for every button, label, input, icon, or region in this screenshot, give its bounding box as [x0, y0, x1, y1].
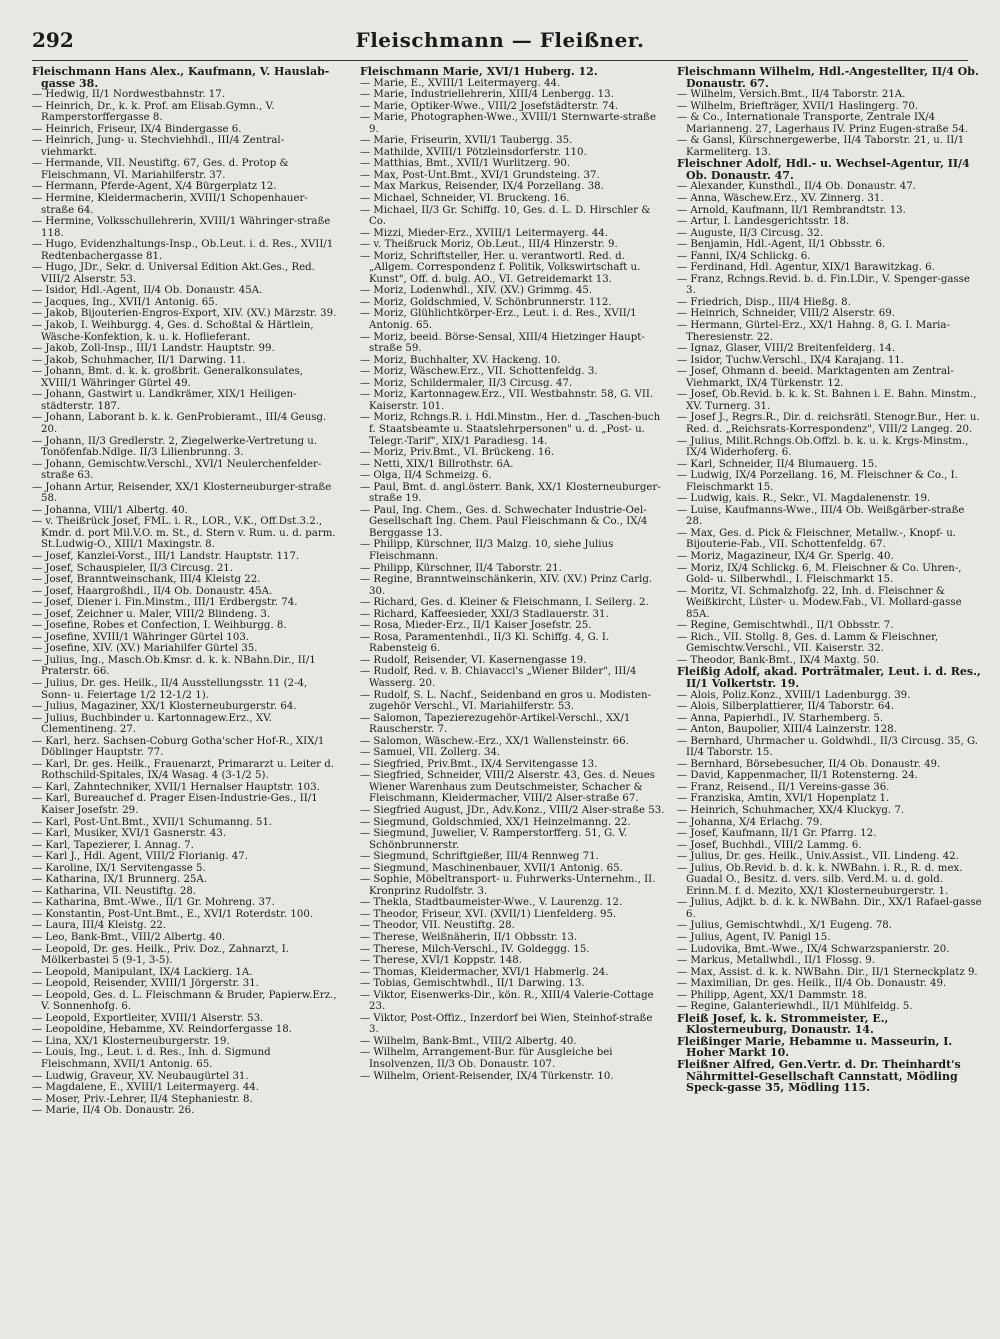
directory-entry: — Julius, Gemischtwhdl., X/1 Eugeng. 78.	[677, 920, 893, 932]
directory-entry: — Marie, Photographen-Wwe., XVIII/1 Sternwarte-straße 9.	[360, 112, 656, 135]
directory-entry: — Ignaz, Glaser, VIII/2 Breitenfelderg. 14.	[677, 343, 895, 355]
directory-entry: — Karoline, IX/1 Servitengasse 5.	[32, 862, 206, 874]
directory-entry: — Josef, Buchhdl., VIII/2 Lammg. 6.	[677, 839, 862, 851]
directory-entry: — Max Markus, Reisender, IX/4 Porzellang. 38.	[360, 181, 604, 193]
directory-entry: — Heinrich, Friseur, IX/4 Bindergasse 6.	[32, 123, 242, 135]
directory-entry: — Jakob, Bijouterien-Engros-Export, XIV. (XV.) Märzstr. 39.	[32, 308, 337, 320]
directory-entry: — Marie, Industriellehrerin, XIII/4 Lenbergg. 13.	[360, 89, 614, 101]
directory-entry: — Richard, Ges. d. Kleiner & Fleischmann, I. Seilerg. 2.	[360, 597, 649, 609]
directory-entry: — Anna, Wäschew.Erz., XV. Zinnerg. 31.	[677, 193, 884, 205]
directory-entry: — Karl, Dr. ges. Heilk., Frauenarzt, Primararzt u. Leiter d. Rothschild-Spitales, IX/4 Wasag. 4 (3-1/2 5).	[32, 758, 335, 782]
directory-entry: — Mathilde, XVIII/1 Pötzleinsdorferstr. 110.	[360, 146, 587, 158]
header-rule	[32, 60, 968, 61]
directory-entry: — Ludovika, Bmt.-Wwe., IX/4 Schwarzspanierstr. 20.	[677, 943, 950, 955]
directory-entry: — Moriz, IX/4 Schlickg. 6, M. Fleischner & Co. Uhren-, Gold- u. Silberwhdl., I. Fleischmarkt 15.	[677, 562, 962, 586]
directory-entry: — Ludwig, kais. R., Sekr., VI. Magdalenenstr. 19.	[677, 493, 931, 505]
directory-entry: — Julius, Ob.Revid. b. d. k. k. NWBahn. i. R., R. d. mex. Guadal O., Besitz. d. vers. silb. Verd.M. u. d. gold. Erinn.M. f. d. Mezito, XX/1 Klosterneuburgerstr. 1.	[677, 862, 963, 897]
directory-entry: — Philipp, Agent, XX/1 Dammstr. 18.	[677, 989, 868, 1001]
directory-entry: — Julius, Magaziner, XX/1 Klosterneuburgerstr. 64.	[32, 701, 297, 713]
directory-entry: — Leopold, Manipulant, IX/4 Lackierg. 1A.	[32, 966, 253, 978]
directory-entry: — Johann, II/3 Gredlerstr. 2, Ziegelwerke-Vertretung u. Tonöfenfab.Ndlge. II/3 Lilienbrunng. 3.	[32, 435, 318, 459]
directory-entry: — Anna, Papierhdl., IV. Starhemberg. 5.	[677, 712, 884, 724]
directory-entry: — Siegmund, Goldschmied, XX/1 Heinzelmanng. 22.	[360, 816, 631, 828]
directory-entry: — Matthias, Bmt., XVII/1 Wurlitzerg. 90.	[360, 158, 571, 170]
directory-entry: — Johann, Laborant b. k. k. GenProbieramt., III/4 Geusg. 20.	[32, 412, 327, 435]
directory-entry: — Laura, III/4 Kleistg. 22.	[32, 920, 167, 932]
directory-entry: — Franziska, Amtin, XVI/1 Hopenplatz 1.	[677, 793, 890, 805]
directory-entry: — Siegfried, Schneider, VIII/2 Alserstr. 43, Ges. d. Neues Wiener Warenhaus zum Deutschmeister, Schacher & Fleischmann, Kleidermacher, VIII/2 Alser-straße 67.	[360, 770, 655, 805]
directory-entry: — Jacques, Ing., XVII/1 Antonig. 65.	[32, 296, 218, 308]
directory-entry: — Bernhard, Uhrmacher u. Goldwhdl., II/3 Circusg. 35, G. II/4 Taborstr. 15.	[677, 735, 978, 759]
directory-entry: — Konstantin, Post-Unt.Bmt., E., XVI/1 Roterdstr. 100.	[32, 908, 314, 920]
directory-entry: Fleischmann Hans Alex., Kaufmann, V. Hauslab-gasse 38.	[32, 66, 330, 90]
directory-entry: — Hermine, Kleidermacherin, XVIII/1 Schopenhauer-straße 64.	[32, 193, 308, 216]
directory-entry: — Regine, Galanteriewhdl., II/1 Mühlfeldg. 5.	[677, 1001, 913, 1013]
directory-entry: — Franz, Reisend., II/1 Vereins-gasse 36.	[677, 781, 890, 793]
directory-entry: — Hedwig, II/1 Nordwestbahnstr. 17.	[32, 89, 226, 101]
directory-entry: — Katharina, IX/1 Brunnerg. 25A.	[32, 874, 208, 886]
directory-entry: — Rudolf, Red. v. B. Chiavacci's „Wiener Bilder", III/4 Wasserg. 20.	[360, 666, 637, 689]
directory-entry: — Moser, Priv.-Lehrer, II/4 Stephaniestr. 8.	[32, 1093, 253, 1105]
directory-entry: — Moriz, Schriftsteller, Her. u. verantwortl. Red. d. „Allgem. Correspondenz f. Politik, Volkswirtschaft u. Kunst", Off. d. bulg. AO., VI. Getreidemarkt 13.	[360, 250, 641, 285]
directory-entry: — Paul, Ing. Chem., Ges. d. Schwechater Industrie-Oel-Gesellschaft Ing. Chem. Paul Fleischmann & Co., IX/4 Berggasse 13.	[360, 504, 648, 539]
directory-entry: — Hugo, JDr., Sekr. d. Universal Edition Akt.Ges., Red. VIII/2 Alserstr. 53.	[32, 262, 315, 285]
directory-entry: — Viktor, Post-Offiz., Inzerdorf bei Wien, Steinhof-straße 3.	[360, 1012, 653, 1036]
directory-entry: — Leopold, Ges. d. L. Fleischmann & Bruder, Papierw.Erz., V. Sonnenhofg. 6.	[32, 989, 337, 1013]
directory-entry: — Karl, herz. Sachsen-Coburg Gotha'scher Hof-R., XIX/1 Döblinger Hauptstr. 77.	[32, 735, 325, 759]
directory-entry: — Hermine, Volksschullehrerin, XVIII/1 Währinger-straße 118.	[32, 216, 331, 239]
directory-entry: — Moriz, Buchhalter, XV. Hackeng. 10.	[360, 354, 561, 366]
directory-entry: Fleißig Adolf, akad. Porträtmaler, Leut. i. d. Res., II/1 Volkertstr. 19.	[677, 665, 981, 690]
directory-entry: — Johann, Gastwirt u. Landkrämer, XIX/1 Heiligen-städterstr. 187.	[32, 389, 297, 412]
directory-entry: — & Co., Internationale Transporte, Zentrale IX/4 Marianneng. 27, Lagerhaus IV. Prinz Eugen-straße 54.	[677, 112, 969, 135]
directory-entry: — Julius, Agent, IV. Panigl 15.	[677, 932, 831, 944]
directory-entry: — Richard, Kaffeesieder, XXI/3 Stadlauerstr. 31.	[360, 608, 609, 620]
directory-entry: — Alois, Silberplattierer, II/4 Taborstr. 64.	[677, 701, 895, 713]
directory-entry: — Karl, Schneider, II/4 Blumauerg. 15.	[677, 458, 878, 470]
directory-entry: Fleischner Adolf, Hdl.- u. Wechsel-Agentur, II/4 Ob. Donaustr. 47.	[677, 157, 970, 182]
directory-entry: — Siegmund, Juwelier, V. Ramperstorfferg. 51, G. V. Schönbrunnerstr.	[360, 828, 628, 851]
directory-entry: — Isidor, Tuchw.Verschl., IX/4 Karajang. 11.	[677, 354, 905, 366]
directory-entry: — Hermann, Pferde-Agent, X/4 Bürgerplatz 12.	[32, 181, 277, 193]
directory-entry: — Josef, Ohmann d. beeid. Marktagenten am Zentral-Viehmarkt, IX/4 Türkenstr. 12.	[677, 366, 954, 389]
directory-entry: — Auguste, II/3 Circusg. 32.	[677, 227, 824, 239]
directory-entry: — Leopold, Reisender, XVIII/1 Jörgerstr. 31.	[32, 978, 259, 990]
directory-entry: — Regine, Branntweinschänkerin, XIV. (XV.) Prinz Carlg. 30.	[360, 574, 653, 597]
directory-entry: — Therese, XVI/1 Koppstr. 148.	[360, 955, 522, 967]
directory-entry: — Salomon, Tapezierezugehör-Artikel-Verschl., XX/1 Rauscherstr. 7.	[360, 712, 631, 736]
directory-entry: — Wilhelm, Arrangement-Bur. für Ausgleiche bei Insolvenzen, II/3 Ob. Donaustr. 107.	[360, 1047, 613, 1071]
directory-entry: — Philipp, Kürschner, II/3 Malzg. 10, siehe Julius Fleischmann.	[360, 539, 614, 562]
directory-entry: — Jakob, Schuhmacher, II/1 Darwing. 11.	[32, 354, 246, 366]
directory-entry: — Rich., VII. Stollg. 8, Ges. d. Lamm & Fleischner, Gemischtw.Verschl., VII. Kaiserstr. 32.	[677, 631, 939, 655]
directory-entry: — Wilhelm, Briefträger, XVII/1 Haslingerg. 70.	[677, 100, 919, 112]
directory-entry: — Markus, Metallwhdl., II/1 Flossg. 9.	[677, 955, 875, 967]
directory-entry: — Samuel, VII. Zollerg. 34.	[360, 747, 501, 759]
directory-entry: — Maximilian, Dr. ges. Heilk., II/4 Ob. Donaustr. 49.	[677, 978, 947, 990]
directory-entry: — Wilhelm, Orient-Reisender, IX/4 Türkenstr. 10.	[360, 1070, 614, 1082]
directory-entry: — Moriz, Rchngs.R. i. Hdl.Minstm., Her. d. „Taschen-buch f. Staatsbeamte u. Staatslehrpersonen" u. d. „Post- u. Telegr.-Tarif", XIX/1 Paradiesg. 14.	[360, 412, 661, 447]
directory-entry: — Josefine, XIV. (XV.) Mariahilfer Gürtel 35.	[32, 643, 258, 655]
directory-entry: — Julius, Adjkt. b. d. k. k. NWBahn. Dir., XX/1 Rafael-gasse 6.	[677, 897, 982, 920]
directory-entry: — Rudolf, S. L. Nachf., Seidenband en gros u. Modisten-zugehör Verschl., VI. Mariahilferstr. 53.	[360, 689, 652, 713]
directory-entry: — Max, Assist. d. k. k. NWBahn. Dir., II/1 Sterneckplatz 9.	[677, 966, 978, 978]
page-number: 292	[32, 28, 74, 52]
directory-entry: Fleischmann Wilhelm, Hdl.-Angestellter, II/4 Ob. Donaustr. 67.	[677, 66, 979, 90]
directory-entry: — Philipp, Kürschner, II/4 Taborstr. 21.	[360, 562, 562, 574]
directory-entry: — Thomas, Kleidermacher, XVI/1 Habmerlg. 24.	[360, 966, 609, 978]
directory-entry: — Josef, Diener i. Fin.Minstm., III/1 Erdbergstr. 74.	[32, 597, 298, 609]
directory-entry: — Leopold, Exportleiter, XVIII/1 Alserstr. 53.	[32, 1012, 264, 1024]
directory-entry: — Moriz, Magazineur, IX/4 Gr. Sperlg. 40.	[677, 550, 894, 562]
directory-entry: — v. Theißruck Moriz, Ob.Leut., III/4 Hinzerstr. 9.	[360, 239, 618, 251]
directory-entry: — Hugo, Evidenzhaltungs-Insp., Ob.Leut. i. d. Res., XVII/1 Redtenbachergasse 81.	[32, 239, 334, 262]
directory-columns	[32, 66, 982, 1306]
directory-entry: — Luise, Kaufmanns-Wwe., III/4 Ob. Weißgärber-straße 28.	[677, 504, 965, 528]
directory-entry: — Karl J., Hdl. Agent, VIII/2 Florianig. 47.	[32, 851, 248, 863]
directory-entry: — Josef, Zeichner u. Maler, VIII/2 Blindeng. 3.	[32, 608, 271, 620]
directory-entry: — Hermann, Gürtel-Erz., XX/1 Hahng. 8, G. I. Maria-Theresienstr. 22.	[677, 320, 950, 343]
directory-entry: — Julius, Dr. ges. Heilk., Univ.Assist., VII. Lindeng. 42.	[677, 851, 959, 863]
directory-entry: — Moriz, Goldschmied, V. Schönbrunnerstr. 112.	[360, 296, 612, 308]
running-title: Fleischmann — Fleißner.	[355, 28, 645, 52]
directory-entry: — Johann Artur, Reisender, XX/1 Klosterneuburger-straße 58.	[32, 481, 332, 505]
directory-entry: — Johann, Bmt. d. k. k. großbrit. Generalkonsulates, XVIII/1 Währinger Gürtel 49.	[32, 366, 303, 389]
directory-entry: — Rosa, Mieder-Erz., II/1 Kaiser Josefstr. 25.	[360, 620, 592, 632]
page-header	[32, 28, 968, 58]
directory-entry: — Johanna, X/4 Erlachg. 79.	[677, 816, 823, 828]
directory-entry: — Max, Ges. d. Pick & Fleischner, Metallw.-, Knopf- u. Bijouterie-Fab., VII. Schottenfeldg. 67.	[677, 527, 957, 551]
directory-entry: — Josef, Schauspieler, II/3 Circusg. 21.	[32, 562, 234, 574]
directory-entry: — Alexander, Kunsthdl., II/4 Ob. Donaustr. 47.	[677, 181, 916, 193]
directory-entry: — Siegmund, Maschinenbauer, XVII/1 Antonig. 65.	[360, 862, 623, 874]
directory-entry: — Theodor, VII. Neustiftg. 28.	[360, 920, 515, 932]
directory-entry: — Friedrich, Disp., III/4 Hießg. 8.	[677, 296, 851, 308]
directory-entry: — Ludwig, Graveur, XV. Neubaugürtel 31.	[32, 1070, 249, 1082]
directory-entry: — Paul, Bmt. d. angl.österr. Bank, XX/1 Klosterneuburger-straße 19.	[360, 481, 661, 505]
directory-entry: — Moriz, Kartonnagew.Erz., VII. Westbahnstr. 58, G. VII. Kaiserstr. 101.	[360, 389, 654, 412]
column-1	[32, 66, 337, 1306]
directory-entry: — Julius, Milit.Rchngs.Ob.Offzl. b. k. u. k. Krgs-Minstm., IX/4 Widerhoferg. 6.	[677, 435, 969, 459]
directory-entry: — Jakob, I. Weihburgg. 4, Ges. d. Schoßtal & Härtlein, Wäsche-Konfektion, k. u. k. Hoflieferant.	[32, 320, 314, 343]
directory-entry: — Karl, Musiker, XVI/1 Gasnerstr. 43.	[32, 828, 227, 840]
directory-entry: — Marie, E., XVIII/1 Leitermayerg. 44.	[360, 77, 561, 89]
directory-entry: — Wilhelm, Bank-Bmt., VIII/2 Albertg. 40.	[360, 1035, 577, 1047]
directory-entry: — Siegmund, Schriftgießer, III/4 Rennweg 71.	[360, 851, 599, 863]
directory-entry: — Johanna, VIII/1 Albertg. 40.	[32, 504, 188, 516]
directory-entry: — Michael, II/3 Gr. Schiffg. 10, Ges. d. L. D. Hirschler & Co.	[360, 204, 651, 228]
directory-entry: — Tobias, Gemischtwhdl., II/1 Darwing. 13.	[360, 978, 585, 990]
directory-entry: — Mizzi, Mieder-Erz., XVIII/1 Leitermayerg. 44.	[360, 227, 609, 239]
directory-entry: — Siegfried August, JDr., Adv.Konz., VIII/2 Alser-straße 53.	[360, 805, 665, 816]
directory-entry: — Moriz, Lodenwhdl., XIV. (XV.) Grimmg. 45.	[360, 285, 593, 297]
column-2	[360, 66, 665, 1306]
directory-entry: — Rosa, Paramentenhdl., II/3 Kl. Schiffg. 4, G. I. Rabensteig 6.	[360, 631, 610, 655]
directory-entry: — Theodor, Friseur, XVI. (XVII/1) Lienfelderg. 95.	[360, 908, 617, 920]
directory-entry: — Wilhelm, Versich.Bmt., II/4 Taborstr. 21A.	[677, 89, 906, 101]
directory-entry: — Katharina, Bmt.-Wwe., II/1 Gr. Mohreng. 37.	[32, 897, 275, 909]
directory-entry: — Magdalene, E., XVIII/1 Leitermayerg. 44.	[32, 1082, 260, 1094]
directory-entry: — Heinrich, Schneider, VIII/2 Alserstr. 69.	[677, 308, 895, 320]
directory-entry: — Marie, Optiker-Wwe., VIII/2 Josefstädterstr. 74.	[360, 100, 619, 112]
column-3	[677, 66, 982, 1306]
directory-entry: — Marie, Friseurin, XVII/1 Taubergg. 35.	[360, 135, 573, 147]
directory-entry: — Moriz, Wäschew.Erz., VII. Schottenfeldg. 3.	[360, 366, 598, 378]
directory-entry: — v. Theißrück Josef, FML. i. R., LOR., V.K., Off.Dst.3.2., Kmdr. d. port Mil.V.O. m. St., d. Stern v. Rum. u. d. parm. St.Ludwig-O., XIII/1 Maxingstr. 8.	[32, 516, 336, 551]
directory-entry: — Thekla, Stadtbaumeister-Wwe., V. Laurenzg. 12.	[360, 897, 623, 909]
directory-entry: — Rudolf, Reisender, VI. Kasernengasse 19.	[360, 654, 587, 666]
directory-entry: — Karl, Zahntechniker, XVII/1 Hernalser Hauptstr. 103.	[32, 781, 320, 793]
directory-entry: Fleischmann Marie, XVI/1 Huberg. 12.	[360, 66, 598, 78]
directory-entry: — Marie, II/4 Ob. Donaustr. 26.	[32, 1105, 195, 1117]
directory-entry: Fleiß Josef, k. k. Strommeister, E., Klosterneuburg, Donaustr. 14.	[677, 1011, 889, 1037]
directory-entry: — Julius, Buchbinder u. Kartonnagew.Erz., XV. Clementineng. 27.	[32, 712, 272, 736]
directory-entry: — Johann, Gemischtw.Verschl., XVI/1 Neulerchenfelder-straße 63.	[32, 458, 322, 482]
directory-entry: — Isidor, Hdl.-Agent, II/4 Ob. Donaustr. 45A.	[32, 285, 263, 297]
directory-entry: — Jakob, Zoll-Insp., III/1 Landstr. Hauptstr. 99.	[32, 343, 275, 355]
directory-entry: — Regine, Gemischtwhdl., II/1 Obbsstr. 7.	[677, 620, 894, 632]
directory-entry: — Heinrich, Schuhmacher, XX/4 Kluckyg. 7.	[677, 805, 905, 816]
directory-entry: — Theodor, Bank-Bmt., IX/4 Maxtg. 50.	[677, 654, 880, 666]
directory-entry: — Julius, Dr. ges. Heilk., II/4 Ausstellungsstr. 11 (2-4, Sonn- u. Feiertage 1/2 12-1/2 1).	[32, 677, 308, 701]
directory-entry: — Michael, Schneider, VI. Bruckeng. 16.	[360, 193, 570, 205]
directory-entry: — Netti, XIX/1 Billrothstr. 6A.	[360, 458, 514, 470]
directory-entry: — & Gansl, Kürschnergewerbe, II/4 Taborstr. 21, u. II/1 Karmeliterg. 13.	[677, 135, 965, 158]
directory-entry: — Moriz, beeid. Börse-Sensal, XIII/4 Hietzinger Haupt-straße 59.	[360, 331, 645, 355]
directory-entry: — Leopold, Dr. ges. Heilk., Priv. Doz., Zahnarzt, I. Mölkerbastei 5 (9-1, 3-5).	[32, 943, 290, 967]
directory-entry: — Heinrich, Dr., k. k. Prof. am Elisab.Gymn., V. Ramperstorffergasse 8.	[32, 100, 275, 124]
directory-entry: — Bernhard, Börsebesucher, II/4 Ob. Donaustr. 49.	[677, 758, 941, 770]
directory-entry: — Arnold, Kaufmann, II/1 Rembrandtstr. 13.	[677, 204, 906, 216]
directory-entry: — Olga, II/4 Schmeizg. 6.	[360, 470, 492, 482]
directory-entry: — Leopoldine, Hebamme, XV. Reindorfergasse 18.	[32, 1024, 292, 1036]
directory-entry: — Josef J., Regrs.R., Dir. d. reichsrätl. Stenogr.Bur., Her. u. Red. d. „Reichsrats-Korrespondenz", VIII/2 Langeg. 20.	[677, 412, 980, 435]
directory-entry: — Karl, Bureauchef d. Prager Eisen-Industrie-Ges., II/1 Kaiser Josefstr. 29.	[32, 793, 318, 816]
directory-entry: — Josefine, Robes et Confection, I. Weihburgg. 8.	[32, 620, 287, 632]
directory-entry: — Moriz, Glühlichtkörper-Erz., Leut. i. d. Res., XVII/1 Antonig. 65.	[360, 308, 637, 332]
directory-entry: — Julius, Ing., Masch.Ob.Kmsr. d. k. k. NBahn.Dir., II/1 Praterstr. 66.	[32, 654, 316, 678]
directory-entry: — Sophie, Möbeltransport- u. Fuhrwerks-Unternehm., II. Kronprinz Rudolfstr. 3.	[360, 874, 656, 897]
directory-entry: — Josef, Kanzlei-Vorst., III/1 Landstr. Hauptstr. 117.	[32, 550, 300, 562]
directory-entry: — Anton, Baupolier, XIII/4 Lainzerstr. 128.	[677, 724, 897, 736]
directory-entry: — Benjamin, Hdl.-Agent, II/1 Obbsstr. 6.	[677, 239, 886, 251]
directory-entry: — Josef, Haargroßhdl., II/4 Ob. Donaustr. 45A.	[32, 585, 273, 597]
directory-entry: — Karl, Post-Unt.Bmt., XVII/1 Schumanng. 51.	[32, 816, 273, 828]
directory-entry: — Louis, Ing., Leut. i. d. Res., Inh. d. Sigmund Fleischmann, XVII/1 Antonig. 65.	[32, 1047, 271, 1071]
directory-entry: — Fanni, IX/4 Schlickg. 6.	[677, 250, 811, 262]
directory-entry: — Therese, Weißnäherin, II/1 Obbsstr. 13.	[360, 932, 578, 944]
directory-entry: — Ferdinand, Hdl. Agentur, XIX/1 Barawitzkag. 6.	[677, 262, 935, 274]
directory-entry: — Lina, XX/1 Klosterneuburgerstr. 19.	[32, 1035, 230, 1047]
directory-entry: — Moriz, Schildermaler, II/3 Circusg. 47.	[360, 377, 573, 389]
directory-entry: — Josef, Kaufmann, II/1 Gr. Pfarrg. 12.	[677, 828, 877, 840]
directory-entry: — Leo, Bank-Bmt., VIII/2 Albertg. 40.	[32, 932, 226, 944]
directory-entry: — Josef, Branntweinschank, III/4 Kleistg 22.	[32, 574, 261, 586]
directory-entry: — Alois, Poliz.Konz., XVIII/1 Ladenburgg. 39.	[677, 689, 911, 701]
directory-entry: — Hermande, VII. Neustiftg. 67, Ges. d. Protop & Fleischmann, VI. Mariahilferstr. 37.	[32, 158, 289, 181]
directory-entry: — Salomon, Wäschew.-Erz., XX/1 Wallensteinstr. 66.	[360, 735, 629, 747]
directory-entry: — Franz, Rchngs.Revid. b. d. Fin.LDir., V. Spenger-gasse 3.	[677, 273, 970, 297]
directory-entry: — Katharina, VII. Neustiftg. 28.	[32, 885, 197, 897]
directory-entry: — Max, Post-Unt.Bmt., XVI/1 Grundsteing. 37.	[360, 169, 600, 181]
directory-entry: — Viktor, Eisenwerks-Dir., kön. R., XIII/4 Valerie-Cottage 23.	[360, 989, 654, 1013]
directory-entry: — Moriz, Priv.Bmt., VI. Brückeng. 16.	[360, 447, 555, 459]
directory-entry: Fleißinger Marie, Hebamme u. Masseurin, I. Hoher Markt 10.	[677, 1034, 953, 1060]
directory-entry: — Therese, Milch-Verschl., IV. Goldeggg. 15.	[360, 943, 590, 955]
directory-entry: — Heinrich, Jung- u. Stechviehhdl., III/4 Zentral-viehmarkt.	[32, 135, 285, 158]
directory-entry: — Karl, Tapezierer, I. Annag. 7.	[32, 839, 194, 851]
directory-entry: — Josef, Ob.Revid. b. k. k. St. Bahnen i. E. Bahn. Minstm., XV. Turnerg. 31.	[677, 389, 977, 412]
directory-entry: — Josefine, XVIII/1 Währinger Gürtel 103.	[32, 631, 250, 643]
directory-entry: — David, Kappenmacher, II/1 Rotensterng. 24.	[677, 770, 918, 782]
directory-entry: — Moritz, VI. Schmalzhofg. 22, Inh. d. Fleischner & Weißkircht, Lüster- u. Modew.Fab., VI. Mollard-gasse 85A.	[677, 585, 962, 620]
directory-entry: — Ludwig, IX/4 Porzellang. 16, M. Fleischner & Co., I. Fleischmarkt 15.	[677, 470, 958, 493]
directory-entry: — Siegfried, Priv.Bmt., IX/4 Servitengasse 13.	[360, 758, 598, 770]
directory-entry: — Artur, I. Landesgerichtsstr. 18.	[677, 216, 850, 228]
directory-entry: Fleißner Alfred, Gen.Vertr. d. Dr. Theinhardt's Nährmittel-Gesellschaft Cannstatt, Mödling Speck-gasse 35, Mödling 115.	[677, 1058, 961, 1095]
